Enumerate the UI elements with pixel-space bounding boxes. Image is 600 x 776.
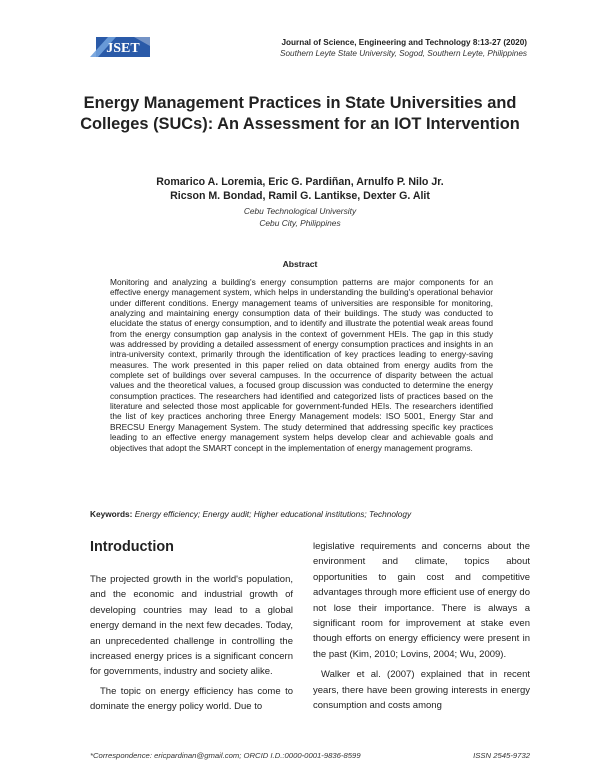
keywords — [90, 509, 530, 520]
author-line: Romarico A. Loremia, Eric G. Pardiñan, Arnulfo P. Nilo Jr. — [156, 176, 444, 188]
affiliation — [100, 205, 500, 229]
left-column — [90, 572, 293, 715]
journal-line: Journal of Science, Engineering and Technology 8:13-27 (2020) — [281, 38, 527, 47]
publisher-line: Southern Leyte State University, Sogod, Southern Leyte, Philippines — [280, 49, 527, 58]
paper-title: Energy Management Practices in State Universities and Colleges (SUCs): An Assessment for an IOT Intervention — [80, 94, 520, 133]
author-line: Ricson M. Bondad, Ramil G. Lantikse, Dexter G. Alit — [170, 190, 430, 202]
paragraph: The topic on energy efficiency has come to dominate the energy policy world. Due to — [90, 685, 293, 713]
author-list — [70, 175, 530, 203]
correspondence-footnote: *Correspondence: ericpardinan@gmail.com; ORCID I.D.:0000-0001-9836-8599 — [90, 751, 361, 760]
keywords-label: Keywords: — [90, 509, 133, 519]
abstract-text: Monitoring and analyzing a building's energy consumption patterns are major components for an effective energy management system, which helps in understanding the building's operational behavior under different conditions. Energy management teams of universities are responsible for monitoring, analyzing and maintaining energy consumption data of their buildings. The study was conducted to elucidate the status of energy consumption, and to identify and illustrate the potential weak areas found from the energy consumption gap analysis in the context of government HEIs. The gap in this study was addressed by providing a detailed assessment of energy consumption practices and insights in an intra-university context, primarily through the identification of key practices leading to energy-saving measures. The work presented in this paper relied on data obtained from energy audits from the complete set of buildings over several campuses. In the occurrence of disparity between the actual values and the theoretical values, a focused group discussion was conducted to determine the energy consumption practices. The researchers had identified and categorized lists of practices based on the literature and selected those most applicable for government-funded HEIs. The researchers identified the list of key practices anchoring three Energy Management models: ISO 5001, Energy Star and BRECSU Energy Management System. The study determined that addressing specific key practices leading to an effective energy management system helps develop clear and achievable goals and objectives that adopt the SMART concept in the implementation of energy management programs. — [110, 277, 493, 453]
paragraph: legislative requirements and concerns about the environment and climate, topics about opportunities to gain cost and competitive advantages through more efficient use of energy do not lose their importance. There is always a significant room for improvement at stake even though efforts on energy efficiency were present in the past (Kim, 2010; Lovins, 2004; Wu, 2009). — [313, 541, 530, 660]
keywords-text: Energy efficiency; Energy audit; Higher educational institutions; Technology — [134, 509, 412, 519]
abstract-heading: Abstract — [282, 259, 318, 269]
paragraph: Walker et al. (2007) explained that in recent years, there have been growing interests in energy consumption and costs among — [313, 669, 530, 712]
logo-text: JSET — [106, 41, 140, 56]
issn: ISSN 2545-9732 — [473, 751, 530, 760]
paragraph: The projected growth in the world's population, and the economic and industrial growth of developing countries may lead to a global energy demand in the next few decades. Today, an unprecedented challenge in controlling the increased energy prices is a significant concern for governments, industry and society alike. — [90, 574, 293, 678]
journal-info — [280, 37, 527, 59]
right-column — [313, 539, 530, 713]
section-heading-introduction: Introduction — [90, 539, 174, 555]
affiliation-institution: Cebu Technological University — [243, 206, 357, 216]
journal-logo — [90, 36, 150, 58]
affiliation-location: Cebu City, Philippines — [259, 218, 341, 228]
